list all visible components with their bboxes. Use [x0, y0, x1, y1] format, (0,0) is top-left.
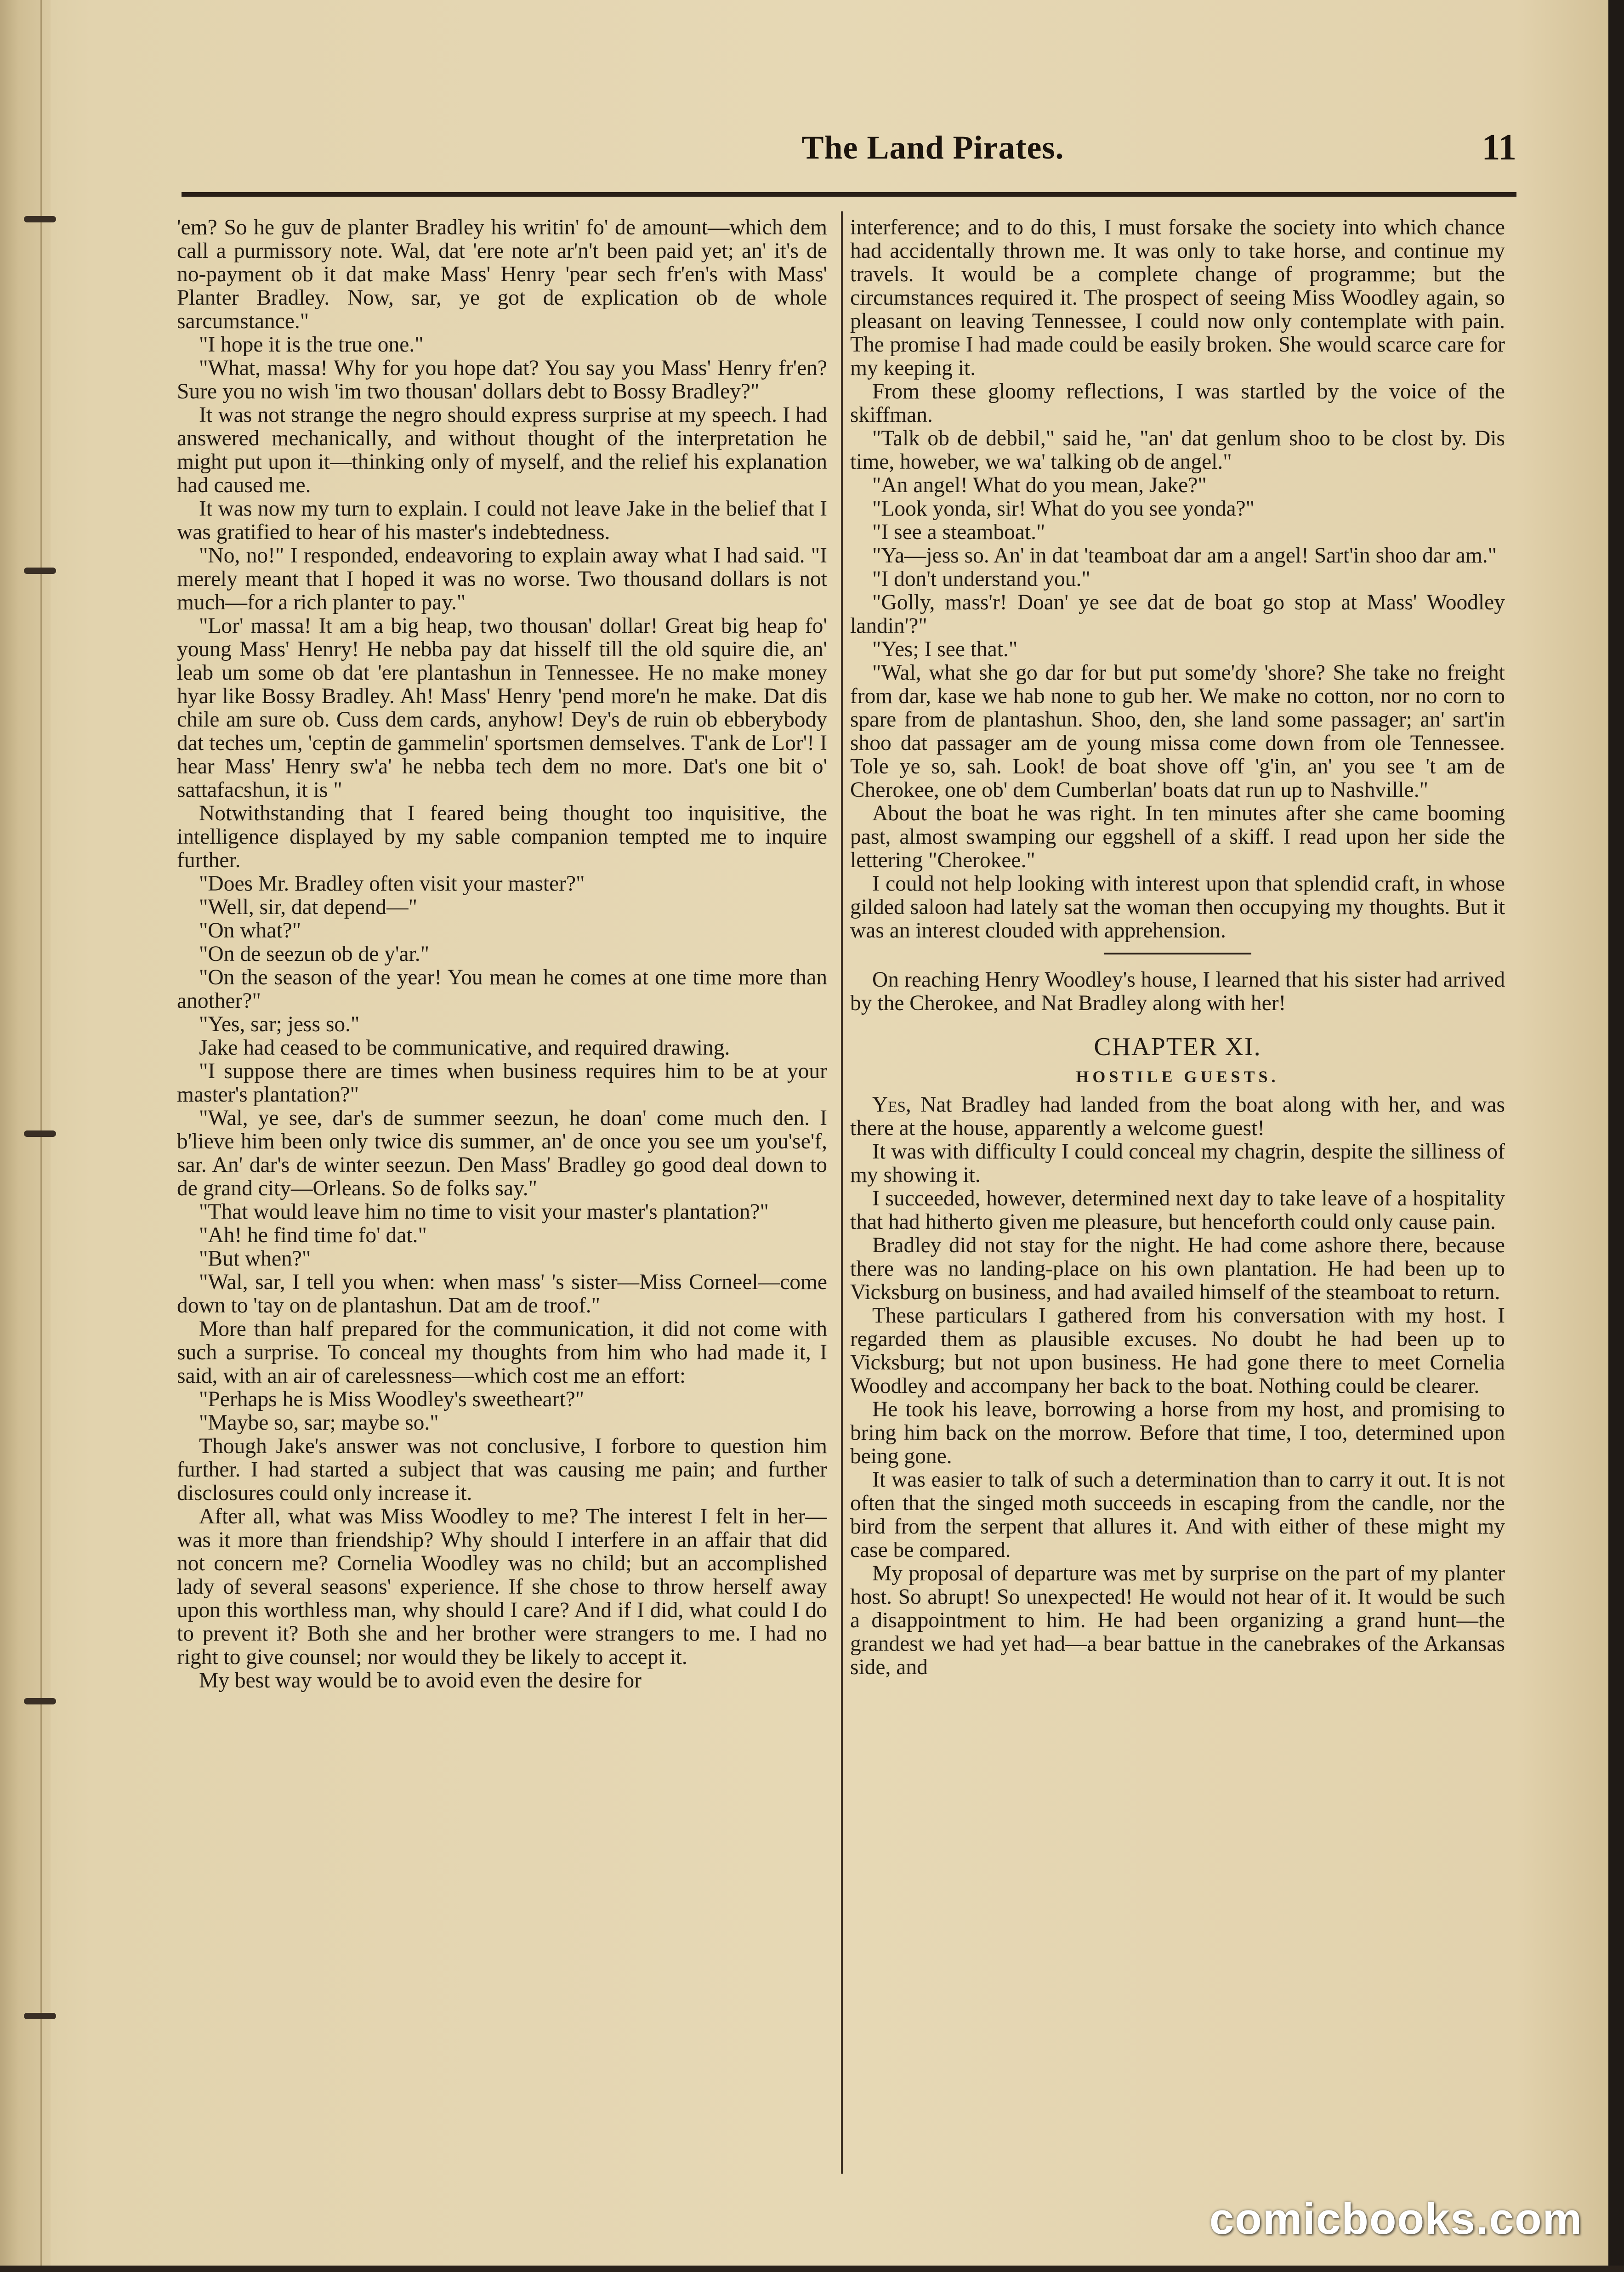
paragraph: "Talk ob de debbil," said he, "an' dat genlum shoo to be clost by. Dis time, howeber, we wa' talking ob de angel." — [850, 426, 1505, 474]
paragraph: interference; and to do this, I must forsake the society into which chance had accidentally thrown me. It was only to take horse, and continue my travels. It would be a complete change of programme; but the circumstances required it. The prospect of seeing Miss Woodley again, so pleasant on leaving Tennessee, I could now only contemplate with pain. The promise I had made could be easily broken. She would scarce care for my keeping it. — [850, 216, 1505, 380]
paragraph: It was easier to talk of such a determination than to carry it out. It is not often that the singed moth succeeds in escaping from the candle, nor the bird from the serpent that allures it. And with either of these might my case be compared. — [850, 1468, 1505, 1562]
paragraph: "I see a steamboat." — [872, 520, 1045, 544]
paragraph: These particulars I gathered from his conversation with my host. I regarded them as plausible excuses. No doubt he had been up to Vicksburg; but not upon business. He had gone there to meet Cornelia Woodley and accompany her back to the boat. Nothing could be clearer. — [850, 1304, 1505, 1398]
scanner-background — [0, 2266, 1624, 2272]
column-rule — [841, 211, 843, 2174]
paragraph: It was with difficulty I could conceal my chagrin, despite the silliness of my showing it. — [850, 1140, 1505, 1187]
paragraph: About the boat he was right. In ten minutes after she came booming past, almost swamping our eggshell of a skiff. I read upon her side the lettering "Cherokee." — [850, 801, 1505, 872]
paragraph: "Look yonda, sir! What do you see yonda?" — [872, 497, 1255, 521]
scanner-background — [1608, 0, 1624, 2272]
paragraph: Bradley did not stay for the night. He had come ashore there, because there was no landing-place on his own plantation. He had been up to Vicksburg on business, and had availed himself of the steamboat to return. — [850, 1233, 1505, 1304]
paragraph: "Perhaps he is Miss Woodley's sweetheart?" — [199, 1387, 585, 1411]
left-column — [177, 216, 827, 2174]
paragraph: My proposal of departure was met by surprise on the part of my planter host. So abrupt! So unexpected! He would not hear of it. It would be such a disappointment to him. He had been organizing a grand hunt—the grandest we had yet had—a bear battue in the canebrakes of the Arkansas side, and — [850, 1562, 1505, 1679]
paragraph: "I suppose there are times when business requires him to be at your master's plantation?" — [177, 1059, 827, 1107]
paragraph: "Golly, mass'r! Doan' ye see dat de boat go stop at Mass' Woodley landin'?" — [850, 591, 1505, 638]
paragraph: From these gloomy reflections, I was startled by the voice of the skiffman. — [850, 380, 1505, 427]
paragraph-text: Nat Bradley had landed from the boat along with her, and was there at the house, apparently a welcome guest! — [850, 1093, 1505, 1140]
section-break-rule — [1104, 953, 1251, 954]
watermark-text: comicbooks.com — [1209, 2194, 1583, 2244]
chapter-subtitle: HOSTILE GUESTS. — [1076, 1068, 1279, 1086]
paragraph: Jake had ceased to be communicative, and required drawing. — [199, 1036, 730, 1060]
paragraph: "An angel! What do you mean, Jake?" — [872, 473, 1207, 497]
paragraph: My best way would be to avoid even the desire for — [199, 1669, 642, 1693]
paragraph: "But when?" — [199, 1247, 311, 1271]
paragraph: It was now my turn to explain. I could not leave Jake in the belief that I was gratified to hear of his master's indebtedness. — [177, 497, 827, 544]
paragraph: "Wal, sar, I tell you when: when mass' 's sister—Miss Corneel—come down to 'tay on de plantashun. Dat am de troof." — [177, 1270, 827, 1318]
right-column — [850, 216, 1505, 2174]
paragraph: "Ya—jess so. An' in dat 'teamboat dar am a angel! Sart'in shoo dar am." — [872, 544, 1497, 568]
paragraph: "Ah! he find time fo' dat." — [199, 1223, 427, 1247]
paragraph: "Yes, sar; jess so." — [199, 1012, 360, 1036]
paragraph: "Lor' massa! It am a big heap, two thousan' dollar! Great big heap fo' young Mass' Henry! He nebba pay dat hisself till the old squire die, an' leab um some ob dat 'ere plantashun in Tennessee. He no make money hyar like Bossy Bradley. Ah! Mass' Henry 'pend more'n he make. Dat dis chile am sure ob. Cuss dem cards, anyhow! Dey's de ruin ob ebberybody dat teches um, 'ceptin de gammelin' sportsmen demselves. T'ank de Lor'! I hear Mass' Henry sw'a' he nebba tech dem no more. Dat's one bit o' sattafacshun, it is " — [177, 614, 827, 802]
paragraph: "I don't understand you." — [872, 567, 1090, 591]
binding-stitch — [24, 1130, 56, 1137]
paragraph: "That would leave him no time to visit your master's plantation?" — [199, 1200, 769, 1224]
binding-stitch — [24, 1698, 56, 1704]
paragraph: Notwithstanding that I feared being thought too inquisitive, the intelligence displayed by my sable companion tempted me to inquire further. — [177, 801, 827, 872]
chapter-title: CHAPTER XI. — [1094, 1033, 1261, 1061]
binding-stitch — [24, 2013, 56, 2019]
paragraph: "On the season of the year! You mean he comes at one time more than another?" — [177, 966, 827, 1013]
paragraph: "No, no!" I responded, endeavoring to explain away what I had said. "I merely meant that I hoped it was no worse. Two thousand dollars is not much—for a rich planter to pay." — [177, 544, 827, 614]
paragraph: After all, what was Miss Woodley to me? The interest I felt in her—was it more than friendship? Why should I interfere in an affair that did not concern me? Cornelia Woodley was no child; but an accomplished lady of several seasons' experience. If she chose to throw herself away upon this worthless man, why should I care? And if I did, what could I do to prevent it? Both she and her brother were strangers to me. I had no right to give counsel; nor would they be likely to accept it. — [177, 1505, 827, 1669]
paragraph: "Well, sir, dat depend—" — [199, 895, 417, 919]
paragraph: "Does Mr. Bradley often visit your master?" — [199, 872, 585, 896]
paragraph: "On what?" — [199, 919, 301, 943]
paragraph: "On de seezun ob de y'ar." — [199, 942, 430, 966]
paragraph: "I hope it is the true one." — [199, 333, 424, 357]
paragraph: He took his leave, borrowing a horse from my host, and promising to bring him back on the morrow. Before that time, I too, determined upon being gone. — [850, 1397, 1505, 1468]
paragraph: "What, massa! Why for you hope dat? You say you Mass' Henry fr'en? Sure you no wish 'im two thousan' dollars debt to Bossy Bradley?" — [177, 356, 827, 403]
paragraph: "Wal, ye see, dar's de summer seezun, he doan' come much den. I b'lieve him been only twice dis summer, an' de once you see um you'se'f, sar. An' dar's de winter seezun. Den Mass' Bradley go good deal down to de grand city—Orleans. So de folks say." — [177, 1106, 827, 1200]
paragraph: "Yes; I see that." — [872, 637, 1018, 661]
chapter-opening-word: Yes, — [872, 1093, 911, 1117]
paragraph: 'em? So he guv de planter Bradley his writin' fo' de amount—which dem call a purmissory note. Wal, dat 'ere note ar'n't been paid yet; an' it's de no-payment ob it dat make Mass' Henry 'pear sech fr'en's with Mass' Planter Bradley. Now, sar, ye got de explication ob de whole sarcumstance." — [177, 216, 827, 333]
paragraph: "Wal, what she go dar for but put some'dy 'shore? She take no freight from dar, kase we hab none to gub her. We make no cotton, nor no corn to spare from de plantashun. Shoo, den, she land some passager; an' sart'in shoo dat passager am de young missa come down from ole Tennessee. Tole ye so, sah. Look! de boat shove off 'g'in, an' you see 't am de Cherokee, one ob' dem Cumberlan' boats dat run up to Nashville." — [850, 661, 1505, 802]
paragraph: More than half prepared for the communication, it did not come with such a surprise. To conceal my thoughts from him who had made it, I said, with an air of carelessness—which cost me an effort: — [177, 1317, 827, 1388]
page-number: 11 — [1482, 127, 1516, 168]
running-head-title: The Land Pirates. — [801, 129, 1064, 166]
paragraph: Though Jake's answer was not conclusive, I forbore to question him further. I had started a subject that was causing me pain; and further disclosures could only increase it. — [177, 1434, 827, 1505]
paragraph: "Maybe so, sar; maybe so." — [199, 1411, 439, 1435]
paragraph: I succeeded, however, determined next day to take leave of a hospitality that had hitherto given me pleasure, but henceforth could only cause pain. — [850, 1187, 1505, 1234]
paragraph — [850, 1093, 1505, 1140]
paragraph: I could not help looking with interest upon that splendid craft, in whose gilded saloon had lately sat the woman then occupying my thoughts. But it was an interest clouded with apprehension. — [850, 872, 1505, 943]
paragraph: On reaching Henry Woodley's house, I learned that his sister had arrived by the Cherokee, and Nat Bradley along with her! — [850, 968, 1505, 1015]
paragraph: It was not strange the negro should express surprise at my speech. I had answered mechanically, and without thought of the interpretation he might put upon it—thinking only of myself, and the relief his explanation had caused me. — [177, 403, 827, 497]
header-rule — [182, 192, 1516, 197]
binding-stitch — [24, 216, 56, 222]
running-head — [175, 124, 1516, 179]
binding-stitch — [24, 568, 56, 574]
